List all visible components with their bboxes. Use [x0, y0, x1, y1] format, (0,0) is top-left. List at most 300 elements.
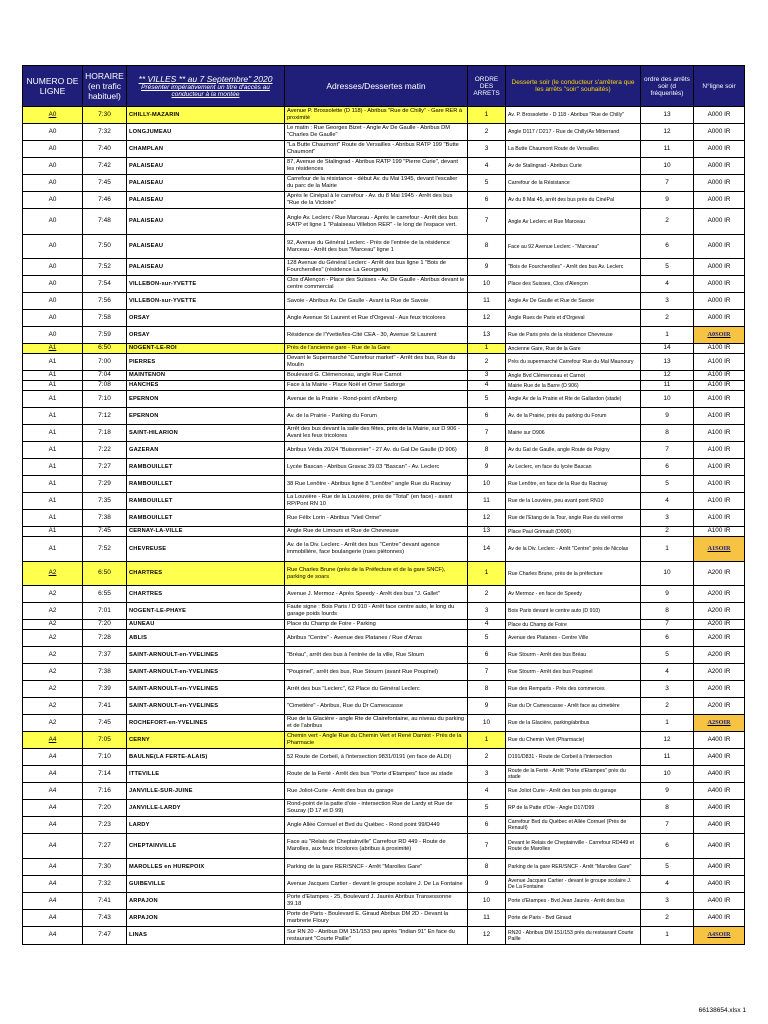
departure-time: 7:12 [98, 411, 111, 419]
morning-address-cell [285, 459, 468, 476]
evening-line: A000 IR [707, 144, 731, 152]
evening-order-cell [641, 493, 694, 510]
evening-stop-cell [506, 344, 641, 354]
evening-stop-cell [506, 381, 641, 391]
table-row [23, 749, 745, 766]
evening-line: A000 IR [707, 296, 731, 304]
city-name: RAMBOUILLET [129, 480, 173, 487]
morning-address-cell [285, 927, 468, 945]
stop-order-cell [468, 800, 506, 817]
evening-line-cell [694, 510, 745, 527]
morning-address-cell [285, 664, 468, 681]
stop-order-cell [468, 425, 506, 442]
stop-order-cell [468, 647, 506, 664]
line-number: A1 [48, 445, 57, 453]
city-name: CERNY [129, 736, 150, 743]
evening-order: 12 [663, 127, 671, 135]
evening-stop: Angle Av De Gaulle et Rue de Savoie [508, 298, 595, 304]
line-number-cell [23, 459, 83, 476]
line-number: A2 [48, 620, 57, 628]
evening-line-cell [694, 259, 745, 276]
morning-address: Le matin : Rue Georges Bizet - Angle Av De Gaulle - Abribus DM "Charles De Gaulle" [287, 125, 451, 138]
departure-time-cell [83, 124, 127, 141]
city-name-cell [127, 715, 285, 732]
col-header-adresses: Adresses/Dessertes matin [285, 66, 468, 107]
morning-address: Arrêt des bus devant la salle des fêtes, près de la Mairie, sur D 906 - Avant les feux tricolores [287, 426, 460, 439]
line-number: A4 [48, 769, 57, 777]
city-name-cell [127, 442, 285, 459]
evening-line-cell [694, 664, 745, 681]
city-name-cell [127, 235, 285, 259]
stop-order: 7 [484, 667, 489, 675]
city-name: SAINT-ARNOULT-en-YVELINES [129, 702, 219, 709]
city-name-cell [127, 749, 285, 766]
city-name-cell [127, 783, 285, 800]
stop-order-cell [468, 293, 506, 310]
evening-order: 9 [665, 195, 669, 203]
evening-line-cell [694, 141, 745, 158]
evening-stop-cell [506, 527, 641, 537]
evening-stop: Rue du Dr Camescasse - Arrêt face au cimetière [508, 703, 620, 709]
city-name: CHARTRES [129, 590, 163, 597]
city-name: CHAMPLAN [129, 145, 164, 152]
departure-time: 7:30 [98, 110, 111, 118]
evening-stop-cell [506, 459, 641, 476]
evening-stop-cell [506, 681, 641, 698]
evening-order: 11 [663, 752, 671, 760]
departure-time-cell [83, 371, 127, 381]
evening-order: 11 [663, 144, 671, 152]
line-number-cell [23, 124, 83, 141]
departure-time: 7:54 [98, 279, 111, 287]
departure-time: 7:52 [98, 544, 111, 552]
departure-time-cell [83, 310, 127, 327]
evening-stop-cell [506, 586, 641, 603]
evening-order-cell [641, 766, 694, 783]
line-number-cell [23, 381, 83, 391]
evening-order-cell [641, 442, 694, 459]
morning-address: Porte d'Etampes - 25, Boulevard J. Jaurès Abribus Transessonne 39.18 [287, 894, 452, 907]
line-number: A4 [48, 862, 57, 870]
departure-time: 7:08 [98, 381, 111, 389]
evening-stop-cell [506, 408, 641, 425]
line-number-cell [23, 927, 83, 945]
city-name: ORSAY [129, 331, 150, 338]
evening-stop-cell [506, 476, 641, 493]
morning-address: Abribus Védia 20/24 "Buisonnier" - 27 Av. du Gal De Gaulle (D 906) [287, 446, 457, 453]
table-row [23, 327, 745, 344]
departure-time: 7:20 [98, 620, 111, 628]
stop-order-cell [468, 408, 506, 425]
evening-order-cell [641, 527, 694, 537]
table-row [23, 800, 745, 817]
table-row [23, 310, 745, 327]
table-row [23, 537, 745, 562]
evening-stop-cell [506, 276, 641, 293]
line-number-cell [23, 732, 83, 749]
file-footer: 66138654.xlsx 1 [698, 1007, 746, 1014]
city-name: PALAISEAU [129, 196, 164, 203]
stop-order-cell [468, 749, 506, 766]
line-number: A0 [48, 195, 57, 203]
evening-stop: Angle Rues de Paris et d'Orgeval [508, 315, 585, 321]
departure-time: 7:10 [98, 394, 111, 402]
morning-address: Lycée Bascan - Abribus Gravac 39.03 "Bascan" - Av. Leclerc [287, 463, 440, 470]
stop-order: 3 [484, 371, 489, 379]
city-name-cell [127, 493, 285, 510]
table-row [23, 158, 745, 175]
evening-line-cell [694, 537, 745, 562]
stop-order: 5 [484, 178, 489, 186]
line-number: A0 [48, 217, 57, 225]
evening-stop-cell [506, 235, 641, 259]
morning-address: Devant le Supermarché "Carrefour market" - Arrêt des bus, Rue du Moulin [287, 355, 456, 368]
evening-stop-cell [506, 293, 641, 310]
morning-address-cell [285, 344, 468, 354]
schedule-body [23, 107, 745, 945]
stop-order-cell [468, 476, 506, 493]
evening-order-cell [641, 647, 694, 664]
evening-stop: Av du 8 Mai 45, arrêt des bus près du CinéPal [508, 197, 615, 203]
city-name-cell [127, 293, 285, 310]
morning-address-cell [285, 235, 468, 259]
departure-time: 7:32 [98, 879, 111, 887]
departure-time: 7:14 [98, 769, 111, 777]
stop-order: 2 [484, 127, 489, 135]
evening-line: A1SOIR [707, 544, 731, 552]
departure-time-cell [83, 293, 127, 310]
line-number-cell [23, 391, 83, 408]
evening-stop-cell [506, 425, 641, 442]
city-name-cell [127, 425, 285, 442]
morning-address: 52 Route de Corbeil, à l'intersection 9831/0191 (en face de ALDI) [287, 753, 452, 760]
line-number-cell [23, 344, 83, 354]
table-row [23, 493, 745, 510]
morning-address-cell [285, 192, 468, 209]
evening-line: A400 IR [707, 786, 731, 794]
morning-address-cell [285, 681, 468, 698]
stop-order-cell [468, 276, 506, 293]
evening-line: A100 IR [707, 357, 731, 365]
morning-address-cell [285, 749, 468, 766]
evening-order: 2 [665, 913, 669, 921]
evening-order-cell [641, 344, 694, 354]
morning-address-cell [285, 327, 468, 344]
line-number: A0 [48, 313, 57, 321]
city-name: JANVILLE-SUR-JUINE [129, 787, 193, 794]
evening-line-cell [694, 817, 745, 834]
city-name-cell [127, 586, 285, 603]
departure-time: 7:39 [98, 684, 111, 692]
line-number: A1 [48, 496, 57, 504]
morning-address-cell [285, 630, 468, 647]
line-number: A0 [48, 262, 57, 270]
morning-address-cell [285, 209, 468, 235]
departure-time-cell [83, 408, 127, 425]
city-name-cell [127, 732, 285, 749]
table-row [23, 209, 745, 235]
table-row [23, 510, 745, 527]
table-row [23, 175, 745, 192]
evening-order: 1 [665, 330, 669, 338]
city-name: EPERNON [129, 412, 159, 419]
evening-stop-cell [506, 442, 641, 459]
line-number-cell [23, 425, 83, 442]
morning-address: "Bréau", arrêt des bus à l'entrée de la ville, Rue Sloum [287, 651, 424, 658]
departure-time-cell [83, 766, 127, 783]
departure-time-cell [83, 459, 127, 476]
departure-time: 7:23 [98, 820, 111, 828]
departure-time-cell [83, 209, 127, 235]
morning-address-cell [285, 859, 468, 876]
city-name-cell [127, 371, 285, 381]
table-row [23, 425, 745, 442]
city-name: ROCHEFORT-en-YVELINES [129, 719, 208, 726]
stop-order-cell [468, 344, 506, 354]
stop-order: 6 [484, 411, 489, 419]
city-name: CERNAY-LA-VILLE [129, 528, 183, 535]
morning-address: Av. de la Div. Leclerc - Arrêt des bus "Centre" devant agence immobilière, face boulangerie (rues piétonnes) [287, 542, 440, 555]
table-row [23, 647, 745, 664]
city-name-cell [127, 664, 285, 681]
evening-stop: Carrefour Bvd du Québec et Allée Cornuel (Près de Renault) [508, 819, 627, 831]
line-number-cell [23, 209, 83, 235]
departure-time-cell [83, 354, 127, 371]
evening-order-cell [641, 310, 694, 327]
departure-time: 7:30 [98, 862, 111, 870]
table-row [23, 476, 745, 493]
line-number-cell [23, 259, 83, 276]
city-name: MAROLLES en HUREPOIX [129, 863, 205, 870]
line-number-cell [23, 293, 83, 310]
stop-order: 7 [484, 217, 489, 225]
table-row [23, 107, 745, 124]
table-row [23, 664, 745, 681]
evening-order: 6 [665, 462, 669, 470]
table-row [23, 459, 745, 476]
departure-time: 7:40 [98, 144, 111, 152]
morning-address: Rue Joliot-Curie - Arrêt des bus du garage [287, 787, 394, 794]
evening-line-cell [694, 158, 745, 175]
morning-address: Avenue J. Mermoz - Après Speedy - Arrêt des bus "J. Gallet" [287, 590, 440, 597]
city-name: ARPAJON [129, 897, 158, 904]
evening-order-cell [641, 630, 694, 647]
evening-stop: Avenue Jacques Cartier - devant le groupe scolaire J. De La Fontaine [508, 878, 632, 890]
departure-time: 7:10 [98, 752, 111, 760]
evening-line-cell [694, 442, 745, 459]
departure-time-cell [83, 876, 127, 893]
evening-line: A400 IR [707, 862, 731, 870]
evening-order: 4 [665, 279, 669, 287]
line-number-cell [23, 537, 83, 562]
line-number: A0 [48, 296, 57, 304]
evening-stop: Porte d'Etampes - Bvd Jean Jaurès - Arrêt des bus [508, 898, 625, 904]
table-row [23, 381, 745, 391]
stop-order: 10 [482, 718, 491, 726]
table-row [23, 620, 745, 630]
morning-address-cell [285, 510, 468, 527]
line-number-cell [23, 800, 83, 817]
evening-order: 6 [665, 242, 669, 250]
evening-line-cell [694, 893, 745, 910]
departure-time: 7:04 [98, 371, 111, 379]
evening-order-cell [641, 425, 694, 442]
stop-order: 8 [484, 684, 489, 692]
evening-order: 9 [665, 589, 669, 597]
stop-order: 9 [484, 879, 489, 887]
evening-line: A200 IR [707, 650, 731, 658]
stop-order: 8 [484, 445, 489, 453]
evening-stop: Av du Gal de Gaulle, angle Route de Poigny [508, 447, 610, 453]
stop-order-cell [468, 354, 506, 371]
city-name: VILLEBON-sur-YVETTE [129, 297, 197, 304]
evening-order: 3 [665, 684, 669, 692]
morning-address: Porte de Paris - Boulevard E. Giraud Abribus DM 2D - Devant la marbrerie Floury [287, 911, 449, 924]
departure-time: 7:29 [98, 479, 111, 487]
stop-order-cell [468, 910, 506, 927]
departure-time: 6:50 [98, 569, 111, 577]
stop-order-cell [468, 537, 506, 562]
line-number-cell [23, 158, 83, 175]
evening-order: 1 [665, 544, 669, 552]
city-name-cell [127, 681, 285, 698]
stop-order-cell [468, 209, 506, 235]
departure-time-cell [83, 664, 127, 681]
stop-order-cell [468, 259, 506, 276]
evening-order-cell [641, 459, 694, 476]
city-name: RAMBOUILLET [129, 463, 173, 470]
line-number-cell [23, 859, 83, 876]
evening-order: 14 [663, 344, 671, 352]
morning-address: 128 Avenue du Général Leclerc - Arrêt des bus ligne 1 "Bois de Fourcherolles" (résidence La Georgerie) [287, 260, 447, 273]
line-number: A0 [48, 330, 57, 338]
evening-order-cell [641, 408, 694, 425]
stop-order: 6 [484, 650, 489, 658]
morning-address-cell [285, 493, 468, 510]
evening-order: 4 [665, 667, 669, 675]
stop-order: 3 [484, 769, 489, 777]
stop-order: 13 [482, 330, 491, 338]
stop-order-cell [468, 681, 506, 698]
city-name-cell [127, 817, 285, 834]
evening-order-cell [641, 817, 694, 834]
evening-stop: Rue de l'Etang de la Tour, angle Rue du vieil orme [508, 515, 624, 521]
line-number: A4 [48, 913, 57, 921]
city-name-cell [127, 647, 285, 664]
morning-address: Résidence de l'Yvette/les-Cité CEA - 30, Avenue St Laurent [287, 331, 437, 338]
evening-stop-cell [506, 354, 641, 371]
stop-order: 11 [483, 496, 490, 504]
city-name-cell [127, 459, 285, 476]
line-number: A0 [48, 242, 57, 250]
evening-order-cell [641, 859, 694, 876]
evening-line-cell [694, 630, 745, 647]
evening-line: A100 IR [707, 428, 731, 436]
departure-time-cell [83, 715, 127, 732]
line-number: A2 [48, 667, 57, 675]
departure-time-cell [83, 192, 127, 209]
line-number: A2 [48, 718, 57, 726]
departure-time-cell [83, 817, 127, 834]
line-number-cell [23, 876, 83, 893]
evening-line: A000 IR [707, 313, 731, 321]
city-name-cell [127, 391, 285, 408]
stop-order: 3 [484, 144, 489, 152]
table-row [23, 391, 745, 408]
evening-stop: Bois Paris devant le centre auto (D 910) [508, 608, 600, 614]
line-number: A0 [48, 279, 57, 287]
stop-order: 9 [484, 462, 489, 470]
evening-stop-cell [506, 391, 641, 408]
morning-address: Av. de la Prairie - Parking du Forum [287, 412, 377, 419]
evening-stop: Rue de Paris près de la résidence Chevreuse [508, 332, 613, 338]
table-row [23, 562, 745, 586]
evening-order-cell [641, 603, 694, 620]
departure-time: 7:41 [98, 896, 111, 904]
city-name: SAINT-ARNOULT-en-YVELINES [129, 668, 219, 675]
morning-address-cell [285, 817, 468, 834]
evening-order-cell [641, 158, 694, 175]
evening-order-cell [641, 175, 694, 192]
table-row [23, 141, 745, 158]
evening-order-cell [641, 876, 694, 893]
evening-order: 2 [665, 701, 669, 709]
col-header-horaire: HORAIRE (en trafic habituel) [83, 66, 127, 107]
evening-line-cell [694, 354, 745, 371]
city-name-cell [127, 175, 285, 192]
city-name-cell [127, 766, 285, 783]
evening-line: A200 IR [707, 684, 731, 692]
evening-line-cell [694, 344, 745, 354]
evening-stop: Devant le Relais de Cheptainville - Carrefour RD449 et Route de Marolles [508, 840, 635, 852]
morning-address: Savoie - Abribus Av. De Gaulle - Avant la Rue de Savoie [287, 297, 429, 304]
city-name-cell [127, 476, 285, 493]
evening-line: A0SOIR [707, 330, 731, 338]
evening-order: 7 [665, 445, 669, 453]
table-row [23, 681, 745, 698]
evening-line-cell [694, 910, 745, 927]
departure-time-cell [83, 537, 127, 562]
evening-line-cell [694, 681, 745, 698]
table-row [23, 732, 745, 749]
city-name-cell [127, 124, 285, 141]
departure-time: 7:59 [98, 330, 111, 338]
evening-line-cell [694, 408, 745, 425]
evening-order-cell [641, 327, 694, 344]
morning-address: Rond-point de la patte d'oie - intersection Rue de Lardy et Rue de Souzay (D 17 et D 99) [287, 801, 453, 814]
evening-stop-cell [506, 562, 641, 586]
schedule-table [22, 65, 745, 945]
line-number: A4 [48, 820, 57, 828]
line-number-cell [23, 442, 83, 459]
line-number: A0 [48, 161, 57, 169]
evening-line: A100 IR [707, 445, 731, 453]
departure-time-cell [83, 425, 127, 442]
evening-line-cell [694, 620, 745, 630]
line-number-cell [23, 834, 83, 859]
evening-order: 8 [665, 803, 669, 811]
evening-stop: Rue Stourm - Arrêt des bus Bréau [508, 652, 587, 658]
evening-line-cell [694, 698, 745, 715]
evening-line: A100 IR [707, 394, 731, 402]
stop-order-cell [468, 381, 506, 391]
evening-stop: Route de la Ferté - Arrêt "Porte d'Etampes" près du stade [508, 768, 626, 780]
morning-address: Avenue P. Brossolette (D 118) - Abribus "Rue de Chilly" - Gare RER à proximité [287, 108, 463, 121]
departure-time-cell [83, 749, 127, 766]
departure-time: 7:45 [98, 527, 111, 535]
evening-order: 12 [663, 371, 671, 379]
evening-stop: Porte de Paris - Bvd Giraud [508, 915, 572, 921]
